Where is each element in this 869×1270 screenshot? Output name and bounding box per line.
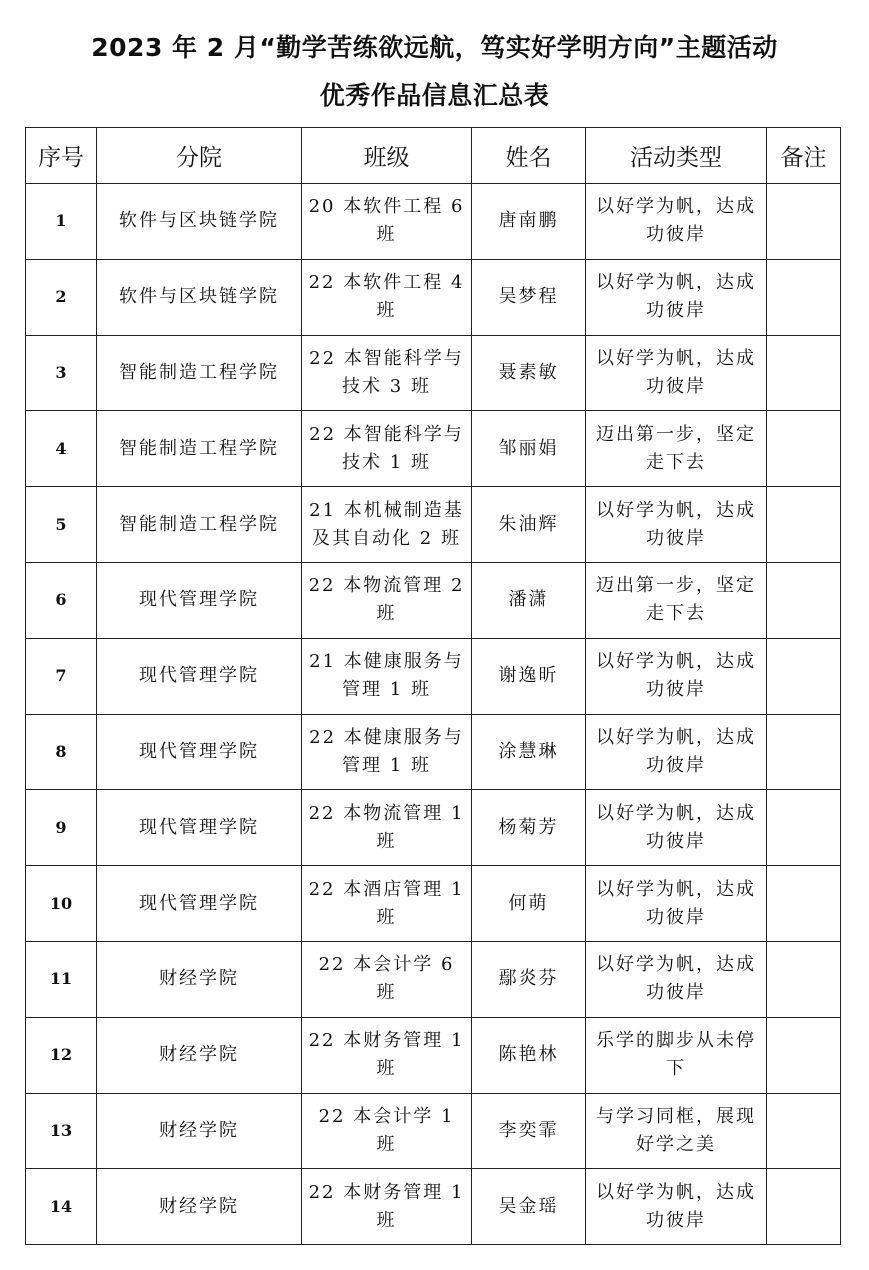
- cell-no: 7: [26, 638, 97, 714]
- header-class: 班级: [302, 128, 472, 184]
- cell-activity-type: 以好学为帆，达成功彼岸: [586, 866, 767, 942]
- cell-note: [767, 638, 841, 714]
- cell-name: 涂慧琳: [472, 714, 586, 790]
- document-title-line1: 2023 年 2 月“勤学苦练欲远航，笃实好学明方向”主题活动: [91, 33, 778, 62]
- cell-college: 智能制造工程学院: [97, 411, 302, 487]
- cell-no: 3: [26, 335, 97, 411]
- table-row: [26, 941, 841, 1017]
- cell-activity-type: 以好学为帆，达成功彼岸: [586, 335, 767, 411]
- cell-name: 杨菊芳: [472, 790, 586, 866]
- cell-note: [767, 941, 841, 1017]
- cell-no: 1: [26, 184, 97, 260]
- cell-note: [767, 562, 841, 638]
- cell-no: 9: [26, 790, 97, 866]
- cell-note: [767, 1017, 841, 1093]
- cell-activity-type: 以好学为帆，达成功彼岸: [586, 259, 767, 335]
- cell-class: 21 本机械制造基及其自动化 2 班: [302, 487, 472, 563]
- cell-no: 12: [26, 1017, 97, 1093]
- table-row: [26, 259, 841, 335]
- header-name: 姓名: [472, 128, 586, 184]
- header-no: 序号: [26, 128, 97, 184]
- cell-activity-type: 以好学为帆，达成功彼岸: [586, 714, 767, 790]
- cell-note: [767, 790, 841, 866]
- cell-name: 聂素敏: [472, 335, 586, 411]
- cell-college: 现代管理学院: [97, 790, 302, 866]
- cell-name: 吴梦程: [472, 259, 586, 335]
- table-row: [26, 487, 841, 563]
- cell-name: 谢逸昕: [472, 638, 586, 714]
- cell-activity-type: 迈出第一步，坚定走下去: [586, 411, 767, 487]
- cell-note: [767, 714, 841, 790]
- cell-class: 22 本会计学 1 班: [302, 1093, 472, 1169]
- cell-activity-type: 与学习同框，展现好学之美: [586, 1093, 767, 1169]
- cell-name: 邹丽娟: [472, 411, 586, 487]
- cell-class: 22 本物流管理 1 班: [302, 790, 472, 866]
- cell-note: [767, 866, 841, 942]
- cell-class: 22 本智能科学与技术 3 班: [302, 335, 472, 411]
- cell-college: 财经学院: [97, 941, 302, 1017]
- cell-no: 14: [26, 1169, 97, 1245]
- cell-no: 4: [26, 411, 97, 487]
- table-row: [26, 184, 841, 260]
- cell-college: 现代管理学院: [97, 562, 302, 638]
- cell-no: 11: [26, 941, 97, 1017]
- cell-college: 现代管理学院: [97, 714, 302, 790]
- cell-note: [767, 487, 841, 563]
- table-row: [26, 1093, 841, 1169]
- cell-note: [767, 1093, 841, 1169]
- cell-activity-type: 以好学为帆，达成功彼岸: [586, 184, 767, 260]
- cell-college: 财经学院: [97, 1169, 302, 1245]
- cell-class: 22 本物流管理 2 班: [302, 562, 472, 638]
- cell-college: 软件与区块链学院: [97, 184, 302, 260]
- cell-college: 财经学院: [97, 1093, 302, 1169]
- cell-college: 财经学院: [97, 1017, 302, 1093]
- cell-activity-type: 以好学为帆，达成功彼岸: [586, 487, 767, 563]
- cell-note: [767, 1169, 841, 1245]
- cell-class: 22 本健康服务与管理 1 班: [302, 714, 472, 790]
- cell-name: 吴金瑶: [472, 1169, 586, 1245]
- cell-class: 22 本会计学 6 班: [302, 941, 472, 1017]
- cell-class: 20 本软件工程 6 班: [302, 184, 472, 260]
- table-row: [26, 638, 841, 714]
- cell-name: 何萌: [472, 866, 586, 942]
- cell-college: 智能制造工程学院: [97, 487, 302, 563]
- table-row: [26, 335, 841, 411]
- cell-note: [767, 411, 841, 487]
- cell-class: 22 本财务管理 1 班: [302, 1169, 472, 1245]
- cell-activity-type: 乐学的脚步从未停下: [586, 1017, 767, 1093]
- works-summary-table: [25, 127, 841, 1245]
- cell-name: 潘潇: [472, 562, 586, 638]
- table-row: [26, 866, 841, 942]
- cell-name: 陈艳林: [472, 1017, 586, 1093]
- table-row: [26, 790, 841, 866]
- cell-activity-type: 以好学为帆，达成功彼岸: [586, 638, 767, 714]
- cell-no: 6: [26, 562, 97, 638]
- cell-no: 10: [26, 866, 97, 942]
- cell-activity-type: 以好学为帆，达成功彼岸: [586, 1169, 767, 1245]
- cell-name: 唐南鹏: [472, 184, 586, 260]
- cell-activity-type: 迈出第一步，坚定走下去: [586, 562, 767, 638]
- cell-class: 21 本健康服务与管理 1 班: [302, 638, 472, 714]
- cell-name: 鄢炎芬: [472, 941, 586, 1017]
- cell-activity-type: 以好学为帆，达成功彼岸: [586, 790, 767, 866]
- header-note: 备注: [767, 128, 841, 184]
- table-header-row: [26, 128, 841, 184]
- table-row: [26, 411, 841, 487]
- cell-note: [767, 184, 841, 260]
- cell-no: 8: [26, 714, 97, 790]
- header-college: 分院: [97, 128, 302, 184]
- cell-no: 2: [26, 259, 97, 335]
- table-row: [26, 714, 841, 790]
- table-row: [26, 562, 841, 638]
- header-activity-type: 活动类型: [586, 128, 767, 184]
- cell-note: [767, 335, 841, 411]
- cell-college: 软件与区块链学院: [97, 259, 302, 335]
- cell-class: 22 本智能科学与技术 1 班: [302, 411, 472, 487]
- cell-note: [767, 259, 841, 335]
- cell-class: 22 本软件工程 4 班: [302, 259, 472, 335]
- cell-no: 5: [26, 487, 97, 563]
- table-row: [26, 1169, 841, 1245]
- cell-name: 朱油辉: [472, 487, 586, 563]
- cell-college: 智能制造工程学院: [97, 335, 302, 411]
- table-row: [26, 1017, 841, 1093]
- document-title-line2: 优秀作品信息汇总表: [319, 81, 550, 110]
- cell-college: 现代管理学院: [97, 638, 302, 714]
- cell-college: 现代管理学院: [97, 866, 302, 942]
- cell-class: 22 本酒店管理 1 班: [302, 866, 472, 942]
- cell-activity-type: 以好学为帆，达成功彼岸: [586, 941, 767, 1017]
- cell-name: 李奕霏: [472, 1093, 586, 1169]
- cell-class: 22 本财务管理 1 班: [302, 1017, 472, 1093]
- cell-no: 13: [26, 1093, 97, 1169]
